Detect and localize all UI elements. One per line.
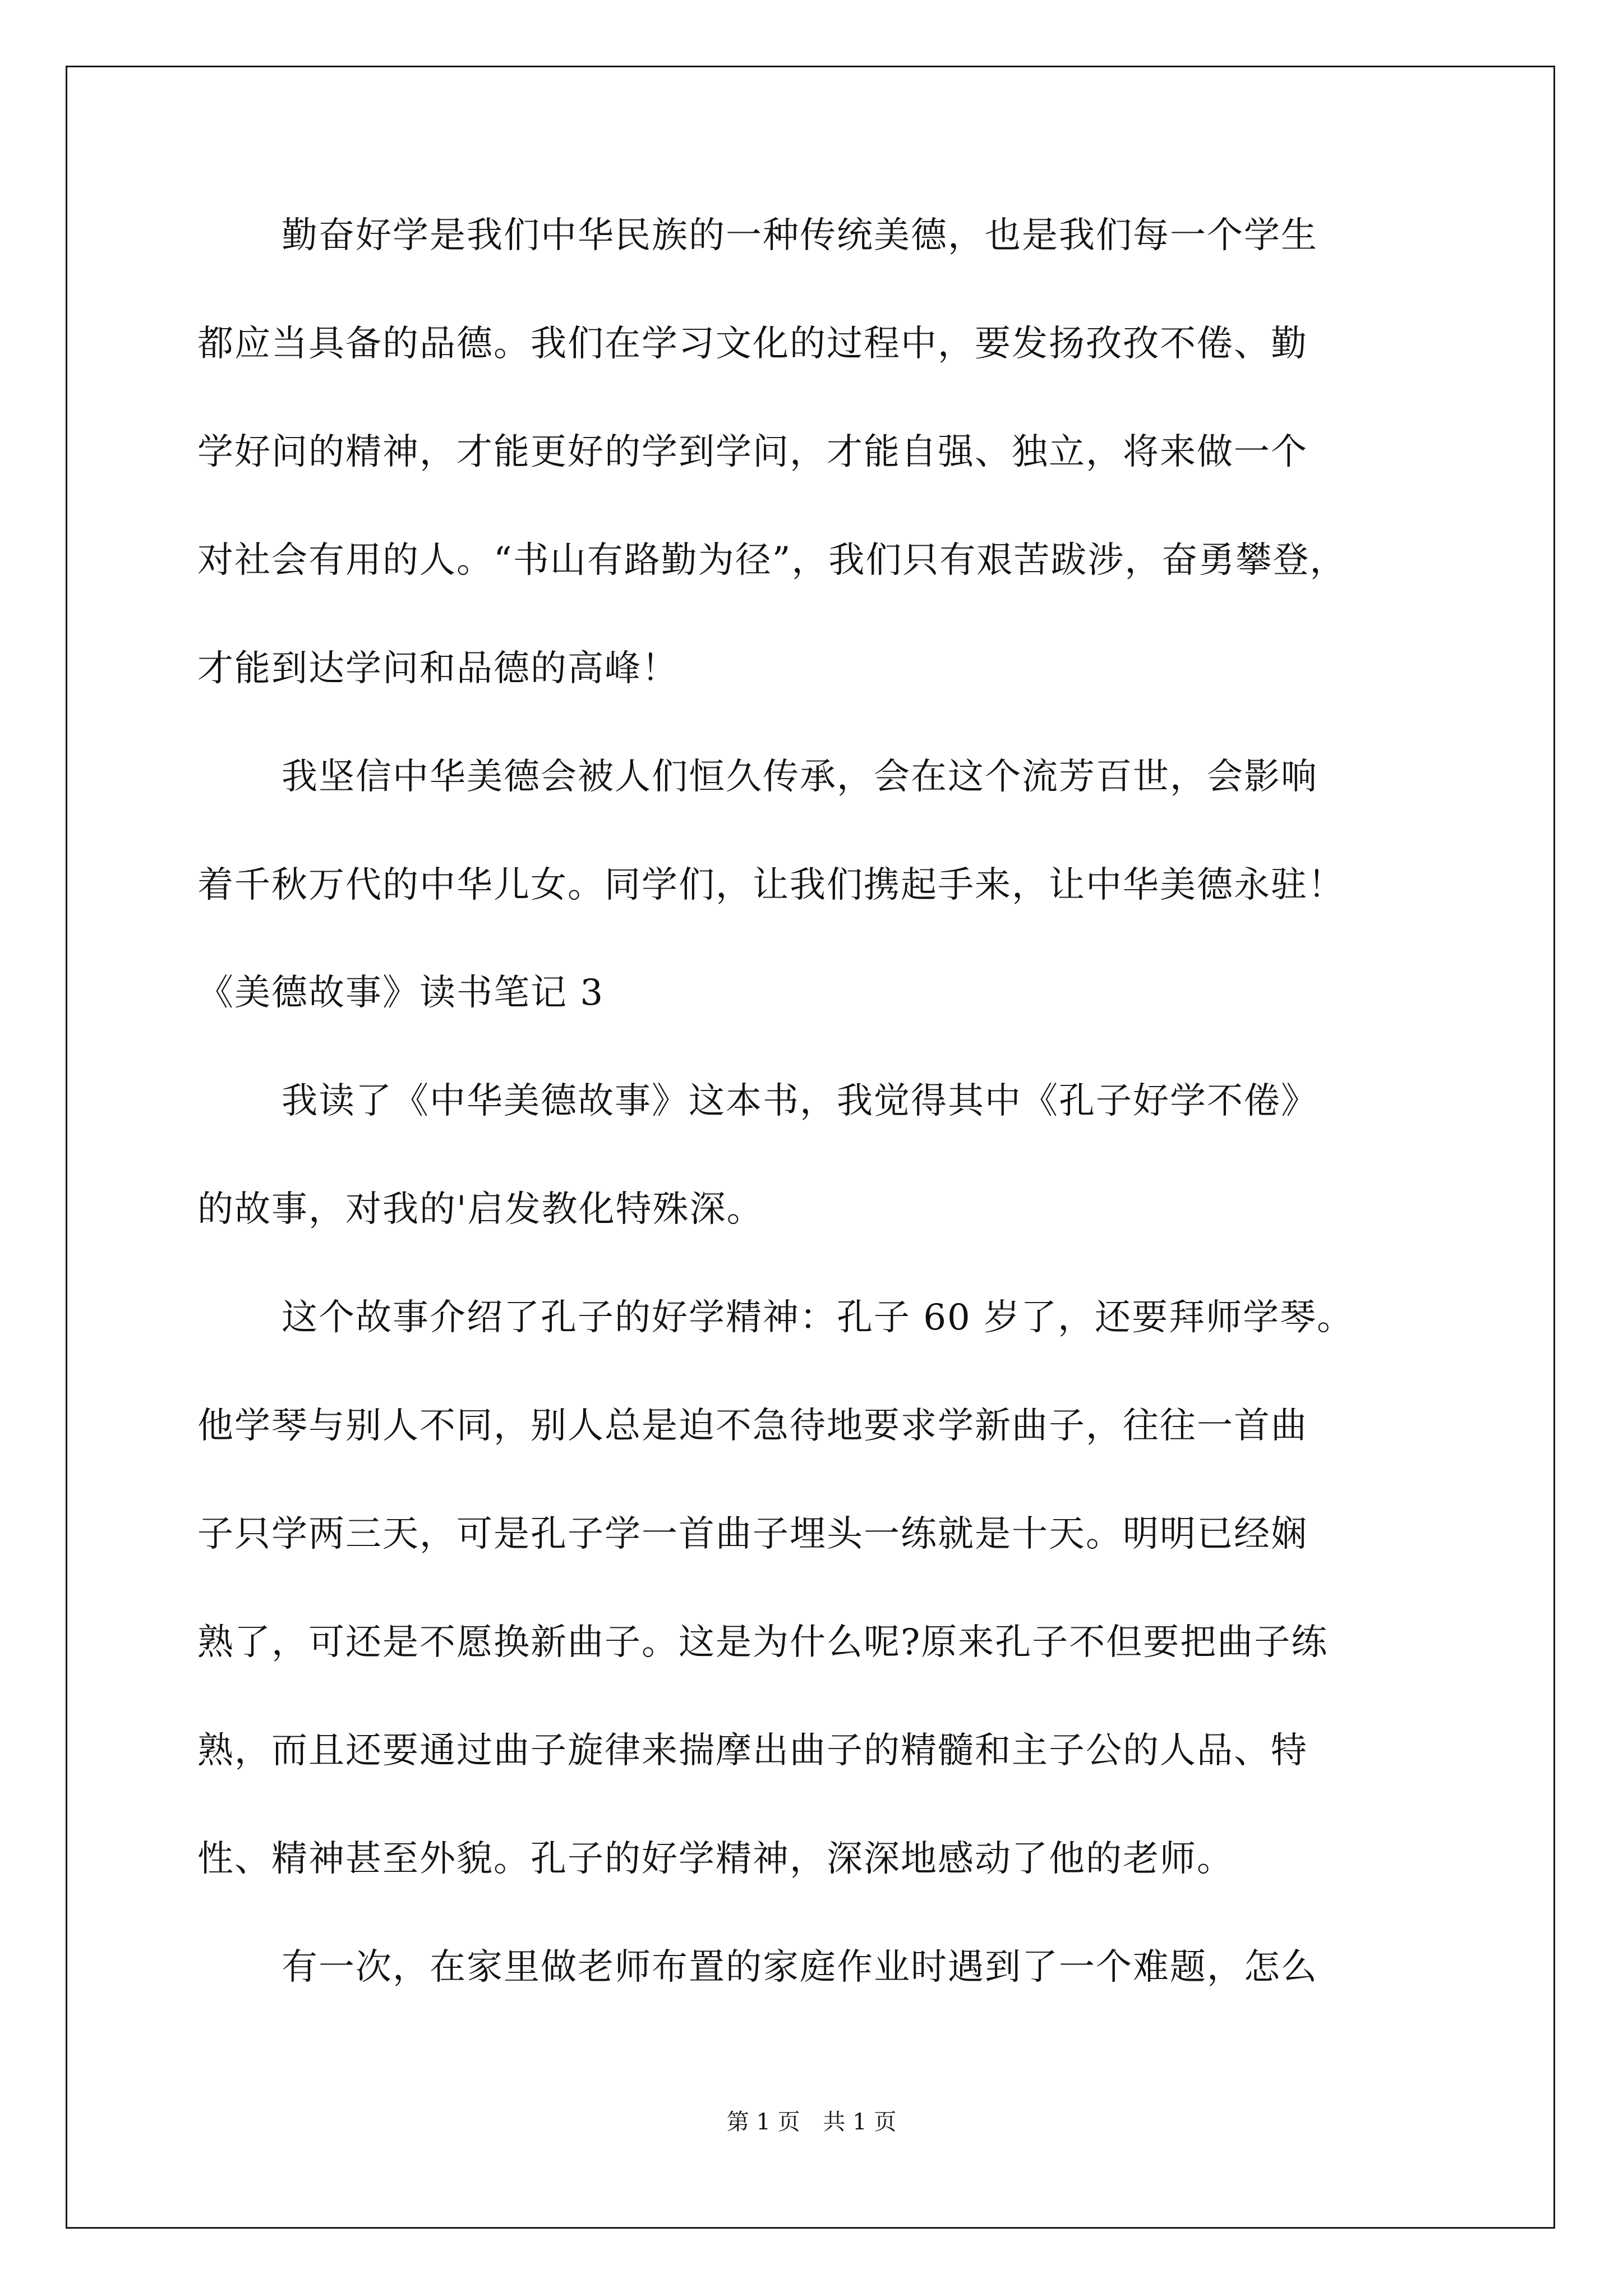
paragraph-line: 熟了，可还是不愿换新曲子。这是为什么呢?原来孔子不但要把曲子练 <box>197 1622 1329 1663</box>
paragraph-line: 对社会有用的人。“书山有路勤为径”，我们只有艰苦跋涉，奋勇攀登， <box>197 540 1347 581</box>
page-footer <box>0 2108 1623 2136</box>
section-heading: 《美德故事》读书笔记 3 <box>197 972 605 1014</box>
paragraph-line: 性、精神甚至外貌。孔子的好学精神，深深地感动了他的老师。 <box>197 1838 1234 1880</box>
page-total: 共 1 页 <box>823 2109 897 2135</box>
paragraph-line: 的故事，对我的'启发教化特殊深。 <box>197 1189 764 1230</box>
paragraph-line: 子只学两三天，可是孔子学一首曲子埋头一练就是十天。明明已经娴 <box>197 1513 1308 1555</box>
paragraph-line: 我坚信中华美德会被人们恒久传承，会在这个流芳百世，会影响 <box>282 756 1318 798</box>
paragraph-line: 这个故事介绍了孔子的好学精神：孔子 60 岁了，还要拜师学琴。 <box>282 1297 1354 1338</box>
paragraph-line: 我读了《中华美德故事》这本书，我觉得其中《孔子好学不倦》 <box>282 1080 1318 1122</box>
paragraph-line: 才能到达学问和品德的高峰！ <box>197 648 679 689</box>
page-border <box>66 66 1555 2229</box>
paragraph-line: 他学琴与别人不同，别人总是迫不急待地要求学新曲子，往往一首曲 <box>197 1405 1308 1447</box>
paragraph-line: 勤奋好学是我们中华民族的一种传统美德，也是我们每一个学生 <box>282 215 1318 256</box>
paragraph-line: 学好问的精神，才能更好的学到学问，才能自强、独立，将来做一个 <box>197 431 1308 473</box>
page-number: 第 1 页 <box>726 2109 800 2135</box>
paragraph-line: 都应当具备的品德。我们在学习文化的过程中，要发扬孜孜不倦、勤 <box>197 323 1308 365</box>
paragraph-line: 着千秋万代的中华儿女。同学们，让我们携起手来，让中华美德永驻！ <box>197 864 1345 906</box>
paragraph-line: 熟，而且还要通过曲子旋律来揣摩出曲子的精髓和主子公的人品、特 <box>197 1730 1308 1772</box>
paragraph-line: 有一次，在家里做老师布置的家庭作业时遇到了一个难题，怎么 <box>282 1947 1318 1988</box>
